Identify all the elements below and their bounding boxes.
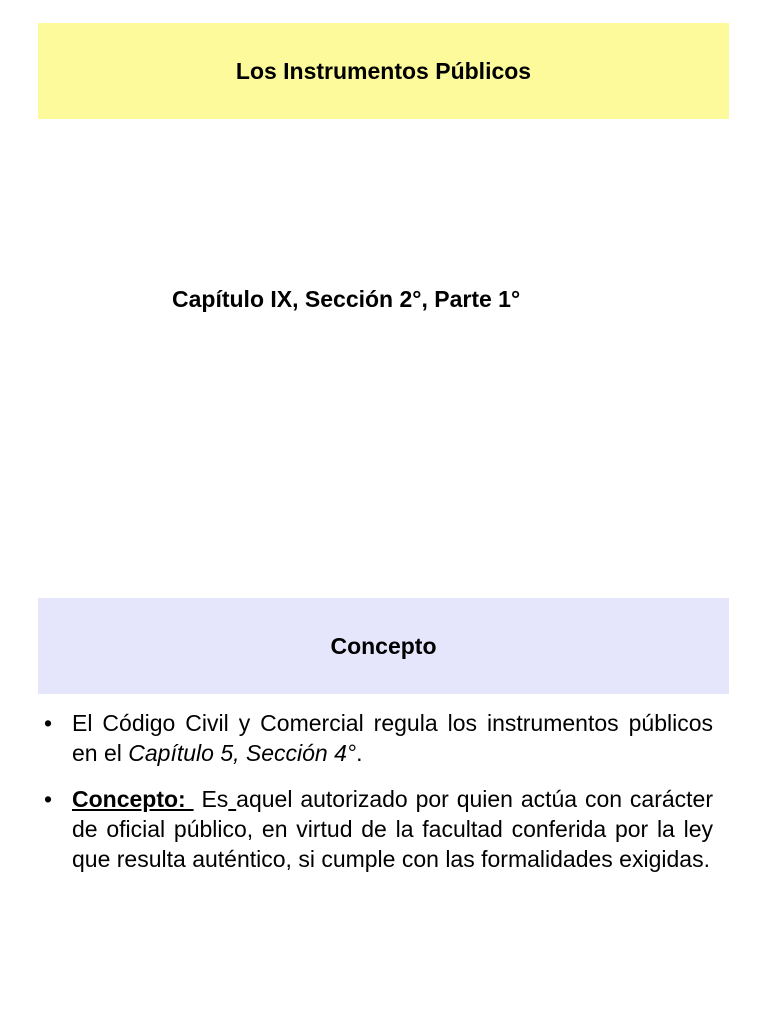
- chapter-reference: Capítulo 5, Sección 4°: [128, 740, 357, 766]
- bullet-marker: •: [44, 710, 53, 736]
- concept-title: Concepto: [330, 632, 437, 659]
- slide-2: [0, 512, 768, 1024]
- underlined-space: [228, 786, 236, 812]
- title-banner: [38, 23, 729, 119]
- bullet-marker: •: [44, 786, 53, 812]
- bullet-period: .: [356, 740, 363, 766]
- concept-banner: [38, 598, 729, 694]
- definition-word: Es: [201, 786, 229, 812]
- definition-text: aquel autorizado por quien actúa con carácter de oficial público, en virtud de la facultad conferida por la ley que resulta auténtico, si cumple con las formalidades exigidas.: [72, 786, 713, 872]
- bullet-item-codigo: [44, 708, 713, 768]
- bullet-item-concepto: [44, 784, 713, 874]
- chapter-subtitle: Capítulo IX, Sección 2°, Parte 1°: [172, 286, 521, 312]
- slide-title: Los Instrumentos Públicos: [235, 57, 532, 84]
- bullet-text: El Código Civil y Comercial regula los instrumentos públicos en el: [72, 710, 713, 766]
- bullet-list: [44, 708, 713, 890]
- concept-label: Concepto:: [72, 786, 194, 812]
